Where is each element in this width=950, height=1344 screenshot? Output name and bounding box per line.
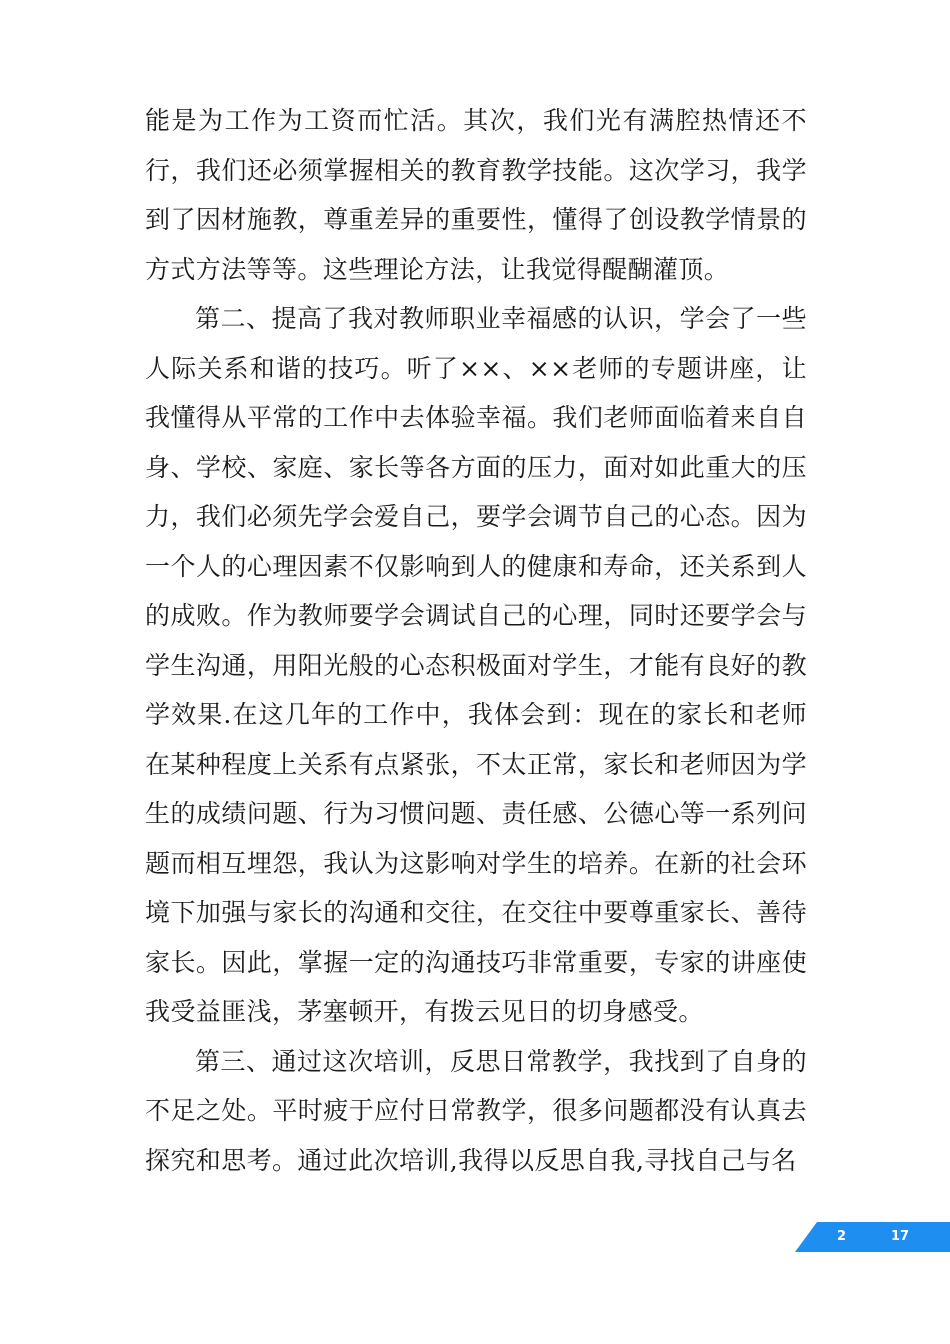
- paragraph-3: 第三、通过这次培训，反思日常教学，我找到了自身的不足之处。平时疲于应付日常教学，很多问题都没有认真去探究和思考。通过此次培训,我得以反思自我,寻找自己与名: [145, 1046, 807, 1175]
- footer-bar-shape: [795, 1222, 950, 1252]
- page-total: 17: [891, 1229, 910, 1244]
- page-footer-bar: [795, 1222, 950, 1252]
- document-body: [145, 96, 807, 1185]
- page-number: 2: [837, 1229, 847, 1244]
- paragraph-1: 能是为工作为工资而忙活。其次，我们光有满腔热情还不行，我们还必须掌握相关的教育教学技能。这次学习，我学到了因材施教，尊重差异的重要性，懂得了创设教学情景的方式方法等等。这些理论方法，让我觉得醍醐灌顶。: [145, 106, 807, 284]
- paragraph-2: 第二、提高了我对教师职业幸福感的认识，学会了一些人际关系和谐的技巧。听了××、××老师的专题讲座，让我懂得从平常的工作中去体验幸福。我们老师面临着来自自身、学校、家庭、家长等各方面的压力，面对如此重大的压力，我们必须先学会爱自己，要学会调节自己的心态。因为一个人的心理因素不仅影响到人的健康和寿命，还关系到人的成败。作为教师要学会调试自己的心理，同时还要学会与学生沟通，用阳光般的心态积极面对学生，才能有良好的教学效果.在这几年的工作中，我体会到：现在的家长和老师在某种程度上关系有点紧张，不太正常，家长和老师因为学生的成绩问题、行为习惯问题、责任感、公德心等一系列问题而相互埋怨，我认为这影响对学生的培养。在新的社会环境下加强与家长的沟通和交往，在交往中要尊重家长、善待家长。因此，掌握一定的沟通技巧非常重要，专家的讲座使我受益匪浅，茅塞顿开，有拨云见日的切身感受。: [145, 304, 807, 1026]
